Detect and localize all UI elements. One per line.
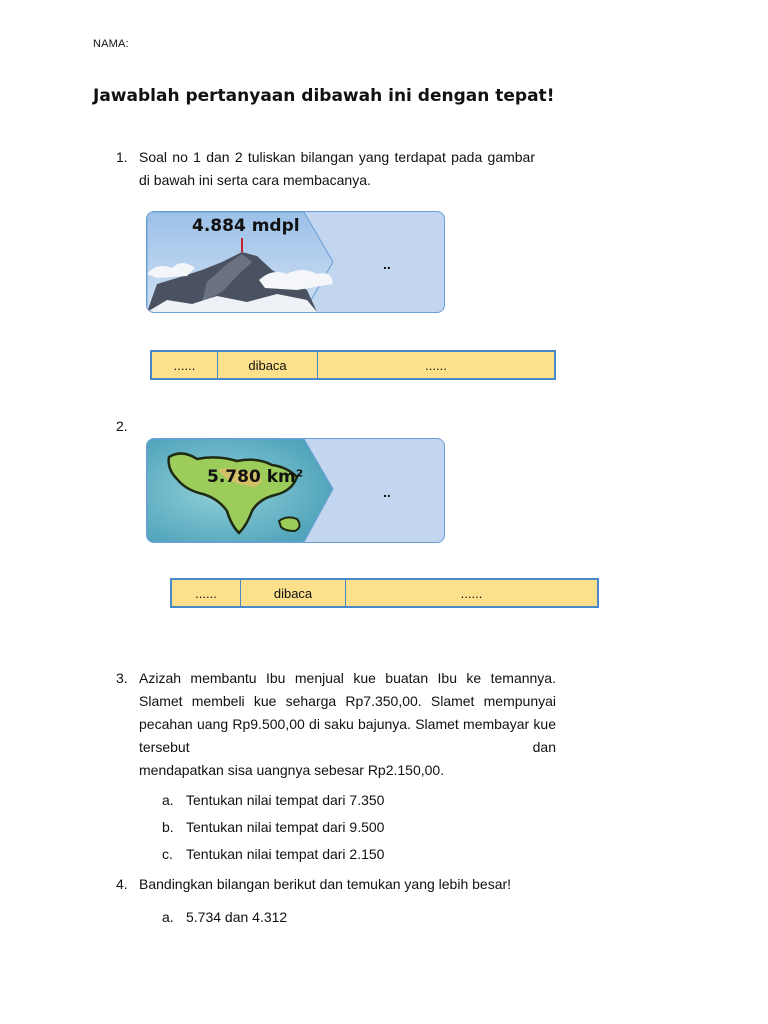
answer-blank: ..: [383, 256, 391, 272]
question-3-text-last-line: mendapatkan sisa uangnya sebesar Rp2.150,00.: [139, 762, 445, 778]
item-c-text: Tentukan nilai tempat dari 2.150: [186, 846, 385, 862]
item-b-label: b.: [162, 819, 174, 835]
worksheet-heading: Jawablah pertanyaan dibawah ini dengan tepat!: [93, 86, 555, 106]
dibaca-cell: dibaca: [241, 580, 346, 606]
island-illustration: [147, 439, 444, 542]
item-b-text: Tentukan nilai tempat dari 9.500: [186, 819, 385, 835]
item-a-text: 5.734 dan 4.312: [186, 909, 288, 925]
item-a-label: a.: [162, 792, 174, 808]
dibaca-cell: dibaca: [218, 352, 318, 378]
island-image-card: [146, 438, 445, 543]
question-1-text: Soal no 1 dan 2 tuliskan bilangan yang terdapat pada gambar di bawah ini serta cara membacanya.: [139, 149, 535, 188]
reading-table-1: [150, 350, 556, 380]
question-2-number: 2.: [116, 418, 128, 434]
reading-blank-cell: ......: [425, 357, 447, 373]
island-area-caption: 5.780 km²: [207, 467, 304, 487]
question-1-number: 1.: [116, 149, 128, 165]
number-blank-cell: ......: [152, 352, 218, 378]
reading-table-2: [170, 578, 599, 608]
item-a-text: Tentukan nilai tempat dari 7.350: [186, 792, 385, 808]
reading-blank-cell: ......: [460, 585, 483, 601]
number-blank-cell: ......: [172, 580, 241, 606]
answer-blank: ..: [383, 484, 391, 500]
question-4-text: Bandingkan bilangan berikut dan temukan yang lebih besar!: [139, 876, 512, 892]
question-3-text: Azizah membantu Ibu menjual kue buatan Ibu ke temannya. Slamet membeli kue seharga Rp7.350,00. Slamet mempunyai pecahan uang Rp9.500,00 di saku bajunya. Slamet membayar kue tersebut dan: [139, 670, 556, 755]
question-4-number: 4.: [116, 876, 128, 892]
mountain-height-caption: 4.884 mdpl: [192, 216, 300, 236]
mountain-image-card: [146, 211, 445, 313]
item-a-label: a.: [162, 909, 174, 925]
item-c-label: c.: [162, 846, 173, 862]
question-3-number: 3.: [116, 670, 128, 686]
name-label: NAMA:: [93, 38, 129, 50]
